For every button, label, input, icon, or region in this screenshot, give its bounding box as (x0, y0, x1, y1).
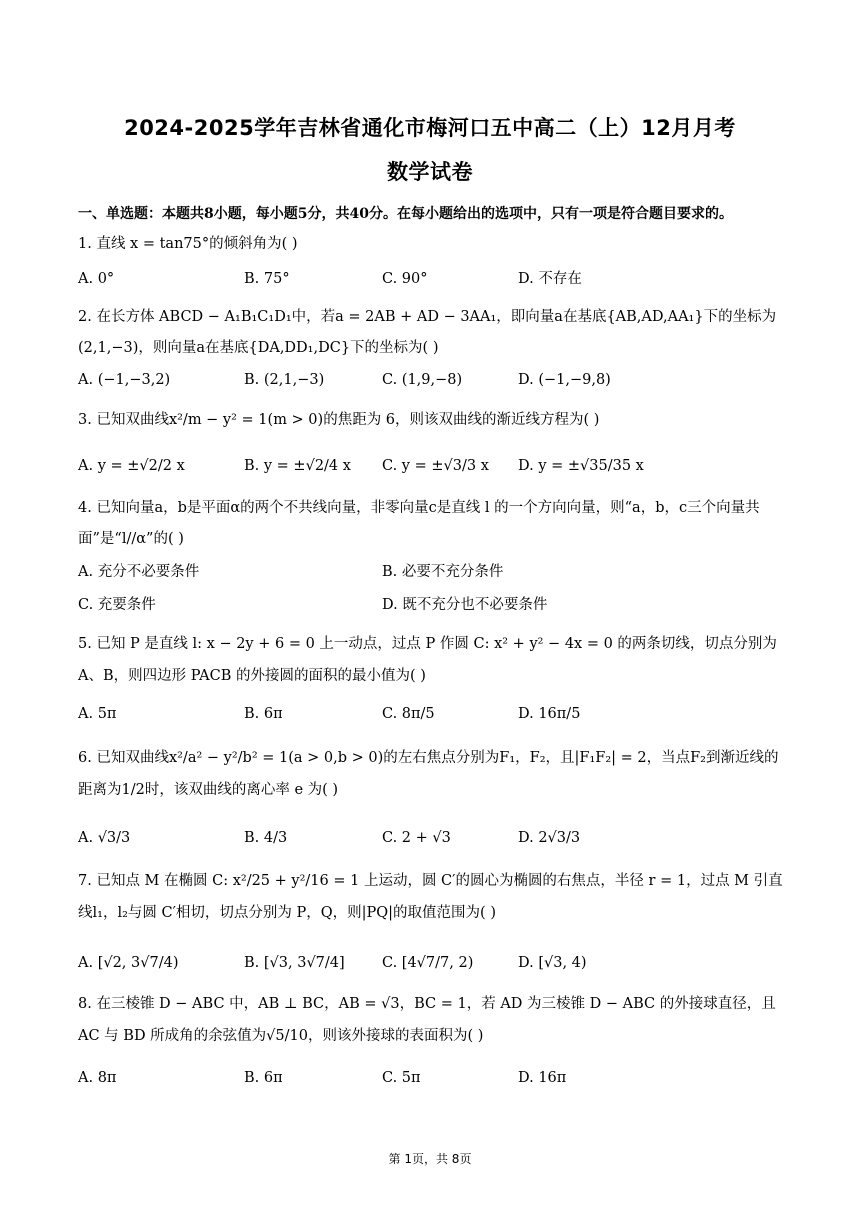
question-8 (78, 988, 790, 1052)
question-5 (78, 628, 790, 692)
q2-option-d: D. (−1,−9,8) (518, 372, 611, 388)
q8-option-c: C. 5π (382, 1070, 421, 1086)
question-6-options (78, 826, 790, 850)
q6-option-d: D. 2√3/3 (518, 830, 581, 846)
q2-option-c: C. (1,9,−8) (382, 372, 463, 388)
q6-option-b: B. 4/3 (244, 830, 288, 846)
q5-option-d: D. 16π/5 (518, 706, 581, 722)
page-number: 第 1页，共 8页 (388, 1152, 472, 1166)
question-7-options (78, 951, 790, 975)
page-subtitle: 数学试卷 (387, 160, 473, 184)
q4-option-a: A. 充分不必要条件 (78, 564, 200, 580)
q8-option-d: D. 16π (518, 1070, 567, 1086)
question-1-stem: 1. 直线 x = tan75°的倾斜角为( ) (78, 236, 298, 252)
question-6-stem: 6. 已知双曲线x²/a² − y²/b² = 1(a > 0,b > 0)的左右焦点分别为F₁，F₂，且|F₁F₂| = 2，当点F₂到渐近线的距离为1/2时，该双曲线的离心率 e 为( ) (78, 750, 779, 798)
question-4 (78, 493, 790, 555)
q4-option-c: C. 充要条件 (78, 597, 156, 613)
q5-option-a: A. 5π (78, 706, 117, 722)
question-8-options (78, 1066, 790, 1090)
q4-option-b: B. 必要不充分条件 (382, 564, 504, 580)
q8-option-a: A. 8π (78, 1070, 117, 1086)
q6-option-a: A. √3/3 (78, 830, 131, 846)
q3-option-a: A. y = ±√2/2 x (78, 458, 185, 474)
q5-option-c: C. 8π/5 (382, 706, 435, 722)
question-4-stem: 4. 已知向量a，b是平面α的两个不共线向量，非零向量c是直线 l 的一个方向向量，则“a，b，c三个向量共面”是“l//α”的( ) (78, 500, 760, 547)
q2-option-b: B. (2,1,−3) (244, 372, 325, 388)
page-title: 2024-2025学年吉林省通化市梅河口五中高二（上）12月月考 (124, 116, 736, 140)
question-5-options (78, 702, 790, 726)
q8-option-b: B. 6π (244, 1070, 283, 1086)
q1-option-d: D. 不存在 (518, 271, 582, 287)
question-2-options (78, 368, 790, 392)
q7-option-a: A. [√2, 3√7/4) (78, 955, 179, 971)
question-4-options-row2 (78, 593, 790, 617)
q7-option-d: D. [√3, 4) (518, 955, 587, 971)
q2-option-a: A. (−1,−3,2) (78, 372, 171, 388)
q6-option-c: C. 2 + √3 (382, 830, 451, 846)
q7-option-c: C. [4√7/7, 2) (382, 955, 474, 971)
question-7 (78, 865, 790, 929)
question-1-options (78, 267, 790, 291)
section-heading: 一、单选题：本题共8小题，每小题5分，共40分。在每小题给出的选项中，只有一项是符合题目要求的。 (78, 206, 733, 222)
q3-option-b: B. y = ±√2/4 x (244, 458, 351, 474)
question-8-stem: 8. 在三棱锥 D − ABC 中，AB ⊥ BC，AB = √3，BC = 1，若 AD 为三棱锥 D − ABC 的外接球直径，且 AC 与 BD 所成角的余弦值为√5/10，则该外接球的表面积为( ) (78, 996, 776, 1044)
question-1 (78, 233, 790, 255)
question-2 (78, 302, 790, 364)
q3-option-c: C. y = ±√3/3 x (382, 458, 489, 474)
q7-option-b: B. [√3, 3√7/4] (244, 955, 345, 971)
q1-option-a: A. 0° (78, 271, 115, 287)
question-7-stem: 7. 已知点 M 在椭圆 C: x²/25 + y²/16 = 1 上运动，圆 C′的圆心为椭圆的右焦点，半径 r = 1，过点 M 引直线l₁，l₂与圆 C′相切，切点分别为 P，Q，则|PQ|的取值范围为( ) (78, 873, 783, 921)
q1-option-c: C. 90° (382, 271, 428, 287)
question-2-stem: 2. 在长方体 ABCD − A₁B₁C₁D₁中，若a = 2AB + AD − 3AA₁，即向量a在基底{AB,AD,AA₁}下的坐标为(2,1,−3)，则向量a在基底{DA,DD₁,DC}下的坐标为( ) (78, 309, 777, 356)
question-4-options-row1 (78, 560, 790, 584)
question-3 (78, 409, 790, 431)
q3-option-d: D. y = ±√35/35 x (518, 458, 644, 474)
question-5-stem: 5. 已知 P 是直线 l: x − 2y + 6 = 0 上一动点，过点 P 作圆 C: x² + y² − 4x = 0 的两条切线，切点分别为 A、B，则四边形 PACB 的外接圆的面积的最小值为( ) (78, 636, 777, 684)
q4-option-d: D. 既不充分也不必要条件 (382, 597, 548, 613)
question-6 (78, 742, 790, 806)
q1-option-b: B. 75° (244, 271, 290, 287)
q5-option-b: B. 6π (244, 706, 283, 722)
question-3-options (78, 454, 790, 478)
question-3-stem: 3. 已知双曲线x²/m − y² = 1(m > 0)的焦距为 6，则该双曲线的渐近线方程为( ) (78, 412, 600, 428)
